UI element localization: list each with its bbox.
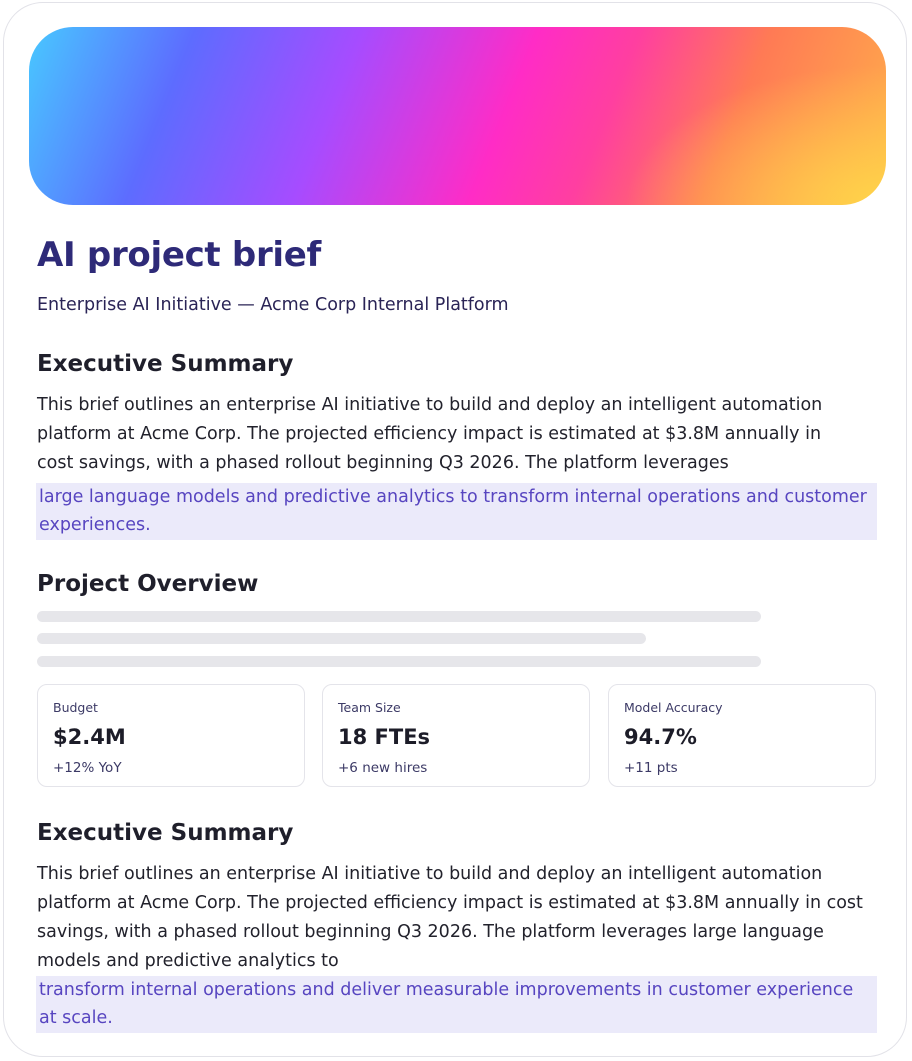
stat-change: +12% YoY xyxy=(53,760,122,776)
skeleton-line xyxy=(37,611,761,622)
stat-change: +6 new hires xyxy=(338,760,428,776)
stat-card-model-accuracy xyxy=(608,684,876,787)
executive-summary-text: This brief outlines an enterprise AI initiative to build and deploy an intelligent automation platform at Acme Corp. The projected efficiency impact is estimated at $3.8M annually in cost savings, with a phased rollout beginning Q3 2026. The platform leverages xyxy=(37,395,823,473)
skeleton-line xyxy=(37,633,646,644)
executive-summary-highlight: large language models and predictive analytics to transform internal operations and customer experiences. xyxy=(36,483,877,540)
stat-label: Team Size xyxy=(338,700,401,715)
stat-label: Model Accuracy xyxy=(624,700,723,715)
stat-value: 94.7% xyxy=(624,725,697,749)
stat-value: $2.4M xyxy=(53,725,126,749)
executive-summary-heading: Executive Summary xyxy=(37,351,294,377)
executive-summary-highlight-2: transform internal operations and deliver measurable improvements in customer experience at scale. xyxy=(36,976,877,1033)
executive-summary-text-2: This brief outlines an enterprise AI initiative to build and deploy an intelligent automation platform at Acme Corp. The projected efficiency impact is estimated at $3.8M annually in cost savings, with a phased rollout beginning Q3 2026. The platform leverages large language models and predictive analytics to xyxy=(37,864,863,971)
skeleton-line xyxy=(37,656,761,667)
stat-label: Budget xyxy=(53,700,98,715)
page-subtitle: Enterprise AI Initiative — Acme Corp Internal Platform xyxy=(37,295,509,315)
gradient-banner xyxy=(29,27,886,205)
stat-card-budget xyxy=(37,684,305,787)
executive-summary-heading-2: Executive Summary xyxy=(37,820,294,846)
brief-card xyxy=(3,2,907,1057)
stat-value: 18 FTEs xyxy=(338,725,431,749)
stat-card-team-size xyxy=(322,684,590,787)
stat-change: +11 pts xyxy=(624,760,678,776)
page-title: AI project brief xyxy=(37,235,322,275)
project-overview-heading: Project Overview xyxy=(37,571,259,597)
